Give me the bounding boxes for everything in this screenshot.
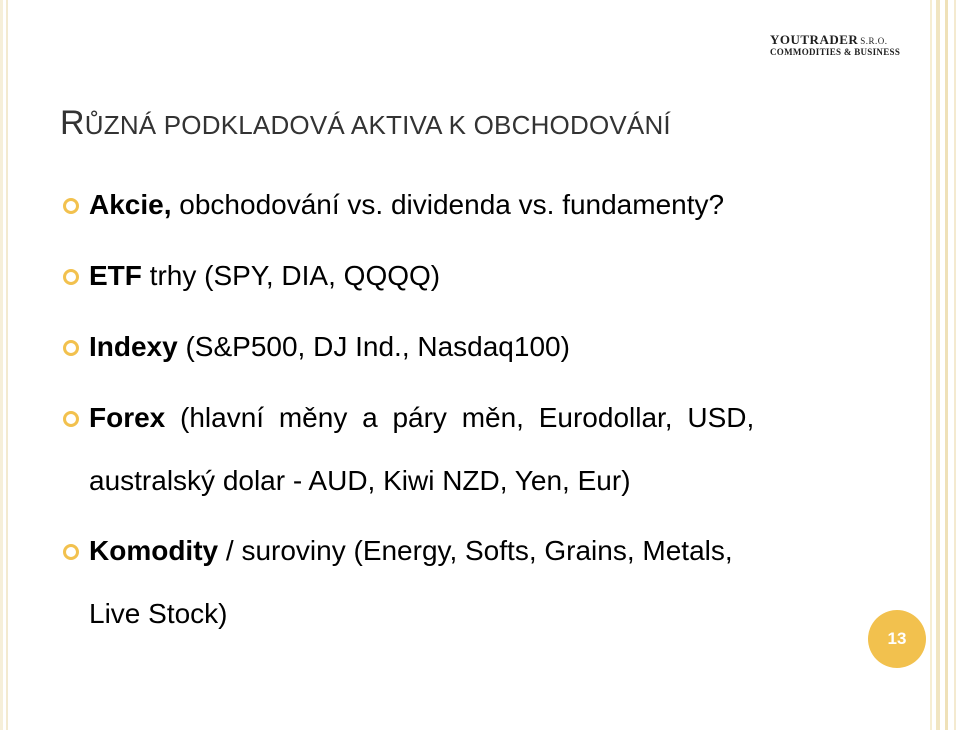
bullet-rest: (S&P500, DJ Ind., Nasdaq100)	[177, 331, 570, 362]
logo-tagline: COMMODITIES & BUSINESS	[770, 47, 901, 57]
bullet-bold: Forex	[89, 402, 166, 433]
ring-bullet-icon	[62, 543, 80, 561]
bullet-text	[89, 191, 839, 219]
left-stripe	[6, 0, 8, 730]
ring-bullet-icon	[62, 410, 80, 428]
logo-suffix: S.R.O.	[860, 36, 888, 46]
bullet-rest: / suroviny (Energy, Softs, Grains, Metals,	[218, 535, 733, 566]
title-rest: ŮZNÁ PODKLADOVÁ AKTIVA K OBCHODOVÁNÍ	[84, 110, 671, 140]
logo-name-line	[770, 33, 900, 46]
bullet-continuation: australský dolar - AUD, Kiwi NZD, Yen, Eur)	[89, 465, 631, 496]
bullet-rest: (hlavní měny a páry měn, Eurodollar, USD,	[165, 402, 755, 433]
bullet-text	[89, 404, 839, 432]
title-first-letter: R	[60, 104, 85, 142]
bullet-bold: Akcie,	[89, 189, 172, 220]
bullet-text	[89, 262, 839, 290]
bullet-bold: Indexy	[89, 331, 178, 362]
right-stripe	[930, 0, 932, 730]
bullet-bold: ETF	[89, 260, 142, 291]
bullet-bold: Komodity	[89, 535, 219, 566]
right-stripe	[954, 0, 956, 730]
left-stripe	[0, 0, 3, 730]
right-stripe	[936, 0, 940, 730]
ring-bullet-icon	[62, 339, 80, 357]
logo-name: YOUTRADER	[770, 32, 859, 47]
bullet-continuation: Live Stock)	[89, 598, 228, 629]
right-stripe	[945, 0, 948, 730]
bullet-text	[89, 333, 839, 361]
ring-bullet-icon	[62, 197, 80, 215]
bullet-rest: obchodování vs. dividenda vs. fundamenty?	[171, 189, 725, 220]
bullet-rest: trhy (SPY, DIA, QQQQ)	[141, 260, 441, 291]
bullet-text	[89, 537, 839, 565]
slide-title	[60, 104, 671, 143]
page-number-badge: 13	[868, 610, 926, 668]
ring-bullet-icon	[62, 268, 80, 286]
company-logo	[770, 33, 900, 57]
